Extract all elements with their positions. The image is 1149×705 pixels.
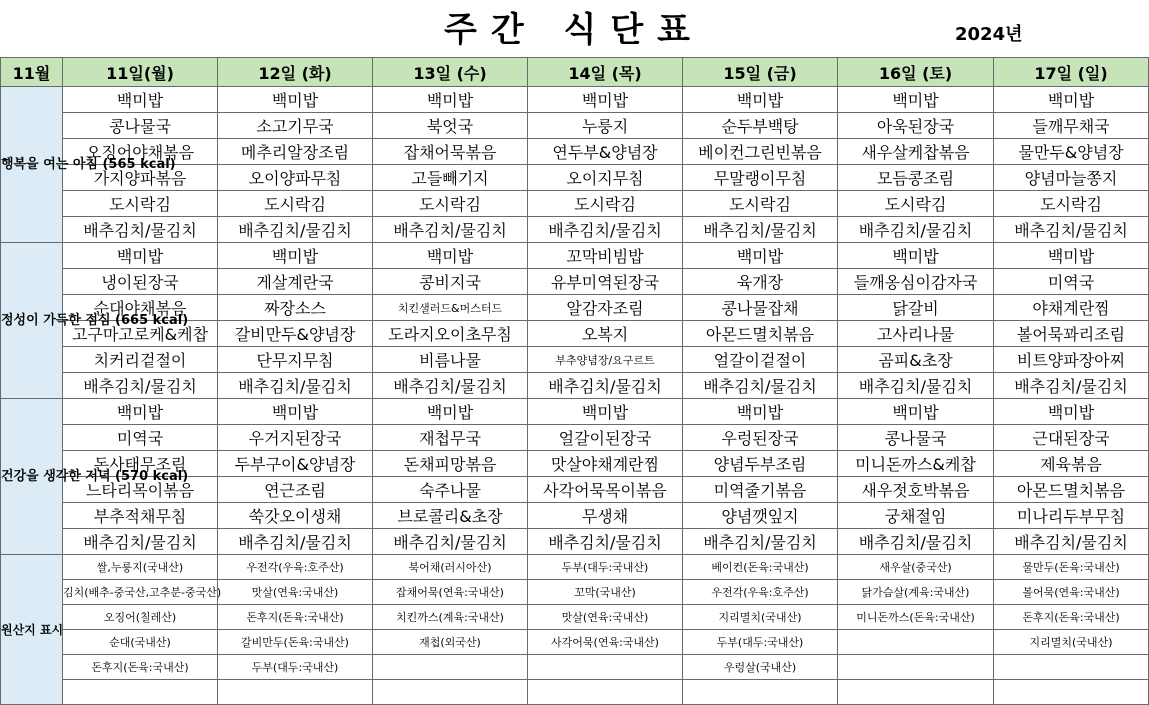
menu-item: 배추김치/물김치 <box>218 217 373 243</box>
breakfast-row <box>1 139 1149 165</box>
origin-item: 우전각(우육:호주산) <box>218 555 373 580</box>
origin-item: 닭가슴살(계육:국내산) <box>838 580 994 605</box>
menu-item: 배추김치/물김치 <box>63 373 218 399</box>
origin-item: 김치(배추-중국산,고추분-중국산) <box>63 580 218 605</box>
day-header: 11일(월) <box>63 58 218 87</box>
origin-item: 순대(국내산) <box>63 630 218 655</box>
menu-item: 냉이된장국 <box>63 269 218 295</box>
title-area <box>0 0 1148 56</box>
page-title: 주간 식단표 <box>443 10 705 50</box>
menu-item: 들깨무채국 <box>994 113 1149 139</box>
menu-item: 미니돈까스&케찹 <box>838 451 994 477</box>
menu-item: 모듬콩조림 <box>838 165 994 191</box>
breakfast-row <box>1 165 1149 191</box>
lunch-row <box>1 321 1149 347</box>
menu-item: 숙주나물 <box>373 477 528 503</box>
menu-item: 백미밥 <box>683 243 838 269</box>
breakfast-row <box>1 87 1149 113</box>
menu-item: 배추김치/물김치 <box>683 217 838 243</box>
menu-item: 사각어묵목이볶음 <box>528 477 683 503</box>
menu-item: 배추김치/물김치 <box>683 373 838 399</box>
menu-item: 돈사태무조림 <box>63 451 218 477</box>
menu-item: 배추김치/물김치 <box>994 217 1149 243</box>
menu-item: 쑥갓오이생채 <box>218 503 373 529</box>
dinner-row <box>1 529 1149 555</box>
origin-item: 돈후지(돈육:국내산) <box>63 655 218 680</box>
origin-label: 원산지 표시 <box>1 555 63 705</box>
origin-item: 미니돈까스(돈육:국내산) <box>838 605 994 630</box>
menu-item: 치킨샐러드&머스터드 <box>373 295 528 321</box>
menu-item: 맛살야채계란찜 <box>528 451 683 477</box>
menu-item: 도시락김 <box>528 191 683 217</box>
menu-item: 오이양파무침 <box>218 165 373 191</box>
menu-item: 치커리겉절이 <box>63 347 218 373</box>
lunch-label: 정성이 가득한 점심 (665 kcal) <box>1 243 63 399</box>
menu-item: 새우젓호박볶음 <box>838 477 994 503</box>
menu-item: 백미밥 <box>528 87 683 113</box>
menu-item: 배추김치/물김치 <box>63 217 218 243</box>
menu-item: 백미밥 <box>218 87 373 113</box>
menu-item: 잡채어묵볶음 <box>373 139 528 165</box>
origin-item: 쌀,누룽지(국내산) <box>63 555 218 580</box>
menu-item: 새우살케찹볶음 <box>838 139 994 165</box>
origin-item: 잡채어묵(연육:국내산) <box>373 580 528 605</box>
menu-item: 미역국 <box>994 269 1149 295</box>
origin-row <box>1 580 1149 605</box>
menu-item: 도시락김 <box>63 191 218 217</box>
menu-item: 배추김치/물김치 <box>373 373 528 399</box>
menu-item: 배추김치/물김치 <box>838 373 994 399</box>
menu-item: 물만두&양념장 <box>994 139 1149 165</box>
origin-item: 북어채(러시아산) <box>373 555 528 580</box>
menu-item: 제육볶음 <box>994 451 1149 477</box>
menu-item: 갈비만두&양념장 <box>218 321 373 347</box>
menu-item: 게살계란국 <box>218 269 373 295</box>
menu-item: 꼬막비빔밥 <box>528 243 683 269</box>
menu-item: 고사리나물 <box>838 321 994 347</box>
menu-item: 배추김치/물김치 <box>838 529 994 555</box>
lunch-row <box>1 295 1149 321</box>
origin-item: 물만두(돈육:국내산) <box>994 555 1149 580</box>
menu-item: 얼갈이된장국 <box>528 425 683 451</box>
menu-item: 도시락김 <box>373 191 528 217</box>
origin-item: 두부(대두:국내산) <box>218 655 373 680</box>
menu-body <box>1 87 1149 705</box>
menu-item: 배추김치/물김치 <box>528 217 683 243</box>
menu-item: 유부미역된장국 <box>528 269 683 295</box>
dinner-row <box>1 477 1149 503</box>
menu-item: 가지양파볶음 <box>63 165 218 191</box>
dinner-label: 건강을 생각한 저녁 (570 kcal) <box>1 399 63 555</box>
menu-item: 연근조림 <box>218 477 373 503</box>
menu-item: 무말랭이무침 <box>683 165 838 191</box>
menu-item: 도시락김 <box>218 191 373 217</box>
weekly-menu-table <box>0 57 1149 705</box>
lunch-row <box>1 373 1149 399</box>
day-header: 12일 (화) <box>218 58 373 87</box>
menu-item: 콩나물잡채 <box>683 295 838 321</box>
menu-item: 순두부백탕 <box>683 113 838 139</box>
menu-item: 콩비지국 <box>373 269 528 295</box>
origin-row <box>1 555 1149 580</box>
lunch-row <box>1 269 1149 295</box>
breakfast-row <box>1 113 1149 139</box>
menu-item: 백미밥 <box>218 243 373 269</box>
origin-item <box>528 680 683 705</box>
origin-item: 돈후지(돈육:국내산) <box>218 605 373 630</box>
menu-item: 미역줄기볶음 <box>683 477 838 503</box>
menu-item: 두부구이&양념장 <box>218 451 373 477</box>
menu-item: 미역국 <box>63 425 218 451</box>
origin-item: 갈비만두(돈육:국내산) <box>218 630 373 655</box>
menu-item: 배추김치/물김치 <box>63 529 218 555</box>
menu-item: 백미밥 <box>994 87 1149 113</box>
menu-item: 근대된장국 <box>994 425 1149 451</box>
menu-item: 소고기무국 <box>218 113 373 139</box>
origin-item: 두부(대두:국내산) <box>528 555 683 580</box>
menu-item: 궁채절임 <box>838 503 994 529</box>
origin-item <box>838 680 994 705</box>
origin-item: 치킨까스(계육:국내산) <box>373 605 528 630</box>
menu-item: 백미밥 <box>373 243 528 269</box>
breakfast-row <box>1 191 1149 217</box>
menu-item: 콩나물국 <box>63 113 218 139</box>
menu-item: 얼갈이겉절이 <box>683 347 838 373</box>
menu-item: 백미밥 <box>63 243 218 269</box>
origin-item: 두부(대두:국내산) <box>683 630 838 655</box>
lunch-row <box>1 347 1149 373</box>
dinner-row <box>1 425 1149 451</box>
menu-item: 우거지된장국 <box>218 425 373 451</box>
origin-item <box>63 680 218 705</box>
origin-row <box>1 630 1149 655</box>
origin-item: 맛살(연육:국내산) <box>528 605 683 630</box>
menu-item: 배추김치/물김치 <box>218 529 373 555</box>
menu-item: 부추양념장/요구르트 <box>528 347 683 373</box>
origin-item: 지리멸치(국내산) <box>683 605 838 630</box>
origin-item: 우렁살(국내산) <box>683 655 838 680</box>
menu-item: 재첩무국 <box>373 425 528 451</box>
menu-item: 배추김치/물김치 <box>218 373 373 399</box>
menu-item: 야채계란찜 <box>994 295 1149 321</box>
menu-item: 오징어야채볶음 <box>63 139 218 165</box>
menu-item: 아몬드멸치볶음 <box>683 321 838 347</box>
dinner-row <box>1 399 1149 425</box>
menu-item: 미나리두부무침 <box>994 503 1149 529</box>
menu-item: 누룽지 <box>528 113 683 139</box>
menu-item: 단무지무침 <box>218 347 373 373</box>
menu-item: 도라지오이초무침 <box>373 321 528 347</box>
menu-item: 도시락김 <box>994 191 1149 217</box>
menu-item: 배추김치/물김치 <box>528 373 683 399</box>
origin-row <box>1 605 1149 630</box>
menu-item: 순대야채볶음 <box>63 295 218 321</box>
menu-item: 백미밥 <box>683 399 838 425</box>
menu-item: 배추김치/물김치 <box>994 529 1149 555</box>
menu-item: 짜장소스 <box>218 295 373 321</box>
menu-item: 부추적채무침 <box>63 503 218 529</box>
origin-item: 사각어묵(연육:국내산) <box>528 630 683 655</box>
menu-item: 백미밥 <box>373 87 528 113</box>
menu-item: 볼어묵꽈리조림 <box>994 321 1149 347</box>
menu-item: 양념마늘쫑지 <box>994 165 1149 191</box>
menu-item: 백미밥 <box>838 399 994 425</box>
menu-item: 백미밥 <box>218 399 373 425</box>
menu-item: 도시락김 <box>683 191 838 217</box>
menu-item: 알감자조림 <box>528 295 683 321</box>
origin-item: 새우살(중국산) <box>838 555 994 580</box>
origin-item <box>838 655 994 680</box>
menu-item: 양념두부조림 <box>683 451 838 477</box>
menu-item: 고구마고로케&케찹 <box>63 321 218 347</box>
breakfast-label: 행복을 여는 아침 (565 kcal) <box>1 87 63 243</box>
menu-item: 배추김치/물김치 <box>683 529 838 555</box>
origin-item: 맛살(연육:국내산) <box>218 580 373 605</box>
origin-item <box>373 655 528 680</box>
menu-item: 연두부&양념장 <box>528 139 683 165</box>
menu-item: 곰피&초장 <box>838 347 994 373</box>
menu-item: 양념깻잎지 <box>683 503 838 529</box>
menu-item: 닭갈비 <box>838 295 994 321</box>
origin-item <box>994 655 1149 680</box>
menu-item: 백미밥 <box>994 243 1149 269</box>
menu-item: 도시락김 <box>838 191 994 217</box>
menu-item: 백미밥 <box>528 399 683 425</box>
origin-item <box>373 680 528 705</box>
dinner-row <box>1 451 1149 477</box>
menu-item: 백미밥 <box>63 399 218 425</box>
menu-item: 오복지 <box>528 321 683 347</box>
dinner-row <box>1 503 1149 529</box>
menu-item: 베이컨그린빈볶음 <box>683 139 838 165</box>
menu-item: 콩나물국 <box>838 425 994 451</box>
month-header: 11월 <box>1 58 63 87</box>
origin-row <box>1 655 1149 680</box>
menu-item: 배추김치/물김치 <box>528 529 683 555</box>
lunch-row <box>1 243 1149 269</box>
origin-row <box>1 680 1149 705</box>
menu-item: 배추김치/물김치 <box>994 373 1149 399</box>
origin-item: 오징어(칠레산) <box>63 605 218 630</box>
menu-item: 백미밥 <box>683 87 838 113</box>
menu-item: 메추리알장조림 <box>218 139 373 165</box>
menu-item: 백미밥 <box>373 399 528 425</box>
breakfast-row <box>1 217 1149 243</box>
menu-item: 아욱된장국 <box>838 113 994 139</box>
origin-item: 베이컨(돈육:국내산) <box>683 555 838 580</box>
menu-item: 비트양파장아찌 <box>994 347 1149 373</box>
menu-item: 오이지무침 <box>528 165 683 191</box>
day-header: 13일 (수) <box>373 58 528 87</box>
origin-item <box>683 680 838 705</box>
menu-item: 들깨옹심이감자국 <box>838 269 994 295</box>
menu-item: 무생채 <box>528 503 683 529</box>
origin-item: 지리멸치(국내산) <box>994 630 1149 655</box>
header-row <box>1 58 1149 87</box>
origin-item: 볼어묵(연육:국내산) <box>994 580 1149 605</box>
origin-item: 돈후지(돈육:국내산) <box>994 605 1149 630</box>
origin-item <box>838 630 994 655</box>
menu-item: 아몬드멸치볶음 <box>994 477 1149 503</box>
menu-item: 육개장 <box>683 269 838 295</box>
origin-item: 우전각(우육:호주산) <box>683 580 838 605</box>
year-label: 2024년 <box>955 24 1023 45</box>
menu-item: 배추김치/물김치 <box>838 217 994 243</box>
menu-item: 우렁된장국 <box>683 425 838 451</box>
menu-item: 돈채피망볶음 <box>373 451 528 477</box>
origin-item: 꼬막(국내산) <box>528 580 683 605</box>
menu-item: 비름나물 <box>373 347 528 373</box>
menu-item: 백미밥 <box>994 399 1149 425</box>
day-header: 14일 (목) <box>528 58 683 87</box>
menu-item: 브로콜리&초장 <box>373 503 528 529</box>
menu-item: 배추김치/물김치 <box>373 217 528 243</box>
menu-item: 백미밥 <box>838 243 994 269</box>
origin-item <box>994 680 1149 705</box>
menu-item: 백미밥 <box>838 87 994 113</box>
menu-item: 북엇국 <box>373 113 528 139</box>
origin-item <box>218 680 373 705</box>
day-header: 16일 (토) <box>838 58 994 87</box>
day-header: 17일 (일) <box>994 58 1149 87</box>
menu-item: 백미밥 <box>63 87 218 113</box>
menu-item: 느타리목이볶음 <box>63 477 218 503</box>
day-header: 15일 (금) <box>683 58 838 87</box>
origin-item <box>528 655 683 680</box>
menu-item: 고들빼기지 <box>373 165 528 191</box>
menu-item: 배추김치/물김치 <box>373 529 528 555</box>
origin-item: 재첩(외국산) <box>373 630 528 655</box>
